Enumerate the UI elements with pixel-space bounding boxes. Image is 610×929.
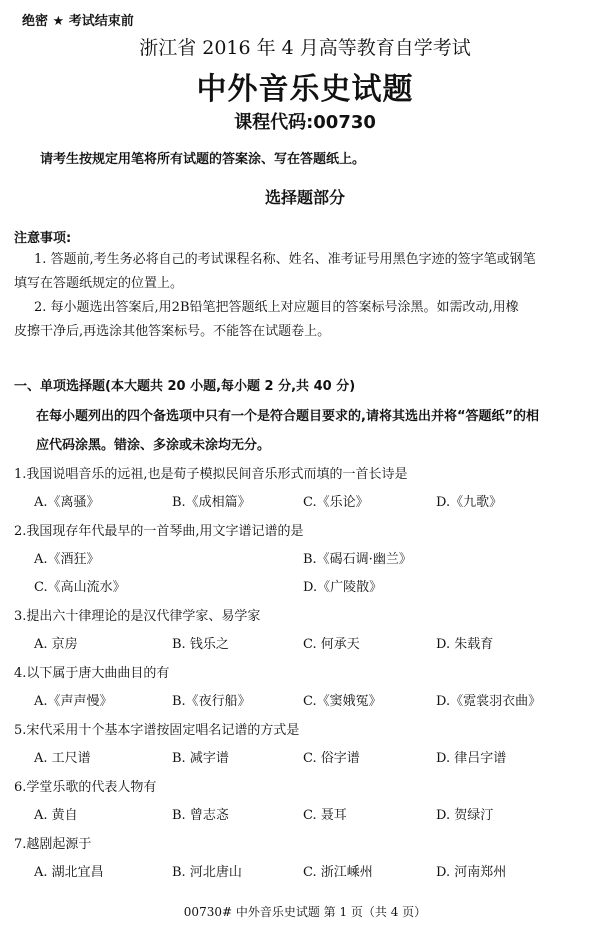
question-4-stem: 4.以下属于唐大曲曲目的有 [14, 666, 170, 681]
question-7-option-d: D. 河南郑州 [436, 865, 507, 880]
question-1-option-b: B.《成相篇》 [172, 495, 251, 510]
question-3-option-c: C. 何承天 [303, 637, 360, 652]
page-footer: 00730# 中外音乐史试题 第 1 页（共 4 页） [183, 905, 427, 919]
note-1-line-1: 1. 答题前,考生务必将自己的考试课程名称、姓名、准考证号用黑色字迹的签字笔或钢笔 [34, 252, 536, 267]
question-1-stem: 1.我国说唱音乐的远祖,也是荀子模拟民间音乐形式而填的一首长诗是 [14, 467, 408, 482]
note-2-line-2: 皮擦干净后,再选涂其他答案标号。不能答在试题卷上。 [14, 324, 331, 339]
course-code: 课程代码:00730 [234, 112, 376, 133]
question-7-option-a: A. 湖北宜昌 [34, 865, 104, 880]
question-6-stem: 6.学堂乐歌的代表人物有 [14, 780, 157, 795]
question-2-option-b: B.《碣石调·幽兰》 [303, 552, 412, 567]
question-5-option-c: C. 俗字谱 [303, 751, 360, 766]
question-4-option-b: B.《夜行船》 [172, 694, 251, 709]
question-4-option-d: D.《霓裳羽衣曲》 [436, 694, 542, 709]
note-2-line-1: 2. 每小题选出答案后,用2B铅笔把答题纸上对应题目的答案标号涂黑。如需改动,用橡 [34, 300, 519, 315]
part-title: 选择题部分 [264, 188, 345, 207]
question-2-option-a: A.《酒狂》 [34, 552, 100, 567]
secret-mark: 绝密 ★ 考试结束前 [22, 14, 134, 29]
question-7-option-b: B. 河北唐山 [172, 865, 242, 880]
question-5-option-b: B. 减字谱 [172, 751, 229, 766]
notes-heading: 注意事项: [14, 231, 72, 246]
question-7-option-c: C. 浙江嵊州 [303, 865, 373, 880]
question-6-option-d: D. 贺绿汀 [436, 808, 494, 823]
answer-instruction: 请考生按规定用笔将所有试题的答案涂、写在答题纸上。 [40, 152, 366, 167]
question-7-stem: 7.越剧起源于 [14, 837, 92, 852]
section-instruction-line-1: 在每小题列出的四个备选项中只有一个是符合题目要求的,请将其选出并将“答题纸”的相 [36, 409, 540, 424]
question-6-option-c: C. 聂耳 [303, 808, 347, 823]
question-2-stem: 2.我国现存年代最早的一首琴曲,用文字谱记谱的是 [14, 524, 304, 539]
question-3-option-a: A. 京房 [34, 637, 78, 652]
section-heading: 一、单项选择题(本大题共 20 小题,每小题 2 分,共 40 分) [14, 379, 356, 394]
question-3-stem: 3.提出六十律理论的是汉代律学家、易学家 [14, 609, 261, 624]
page-title: 中外音乐史试题 [196, 72, 414, 107]
question-6-option-b: B. 曾志忞 [172, 808, 229, 823]
section-instruction-line-2: 应代码涂黑。错涂、多涂或未涂均无分。 [36, 438, 271, 453]
question-5-option-a: A. 工尺谱 [34, 751, 91, 766]
exam-line: 浙江省 2016 年 4 月高等教育自学考试 [139, 37, 471, 59]
question-6-option-a: A. 黄自 [34, 808, 78, 823]
note-1-line-2: 填写在答题纸规定的位置上。 [14, 276, 184, 291]
question-2-option-d: D.《广陵散》 [303, 580, 383, 595]
question-5-stem: 5.宋代采用十个基本字谱按固定唱名记谱的方式是 [14, 723, 300, 738]
question-3-option-d: D. 朱载育 [436, 637, 494, 652]
question-1-option-a: A.《离骚》 [34, 495, 100, 510]
question-5-option-d: D. 律吕字谱 [436, 751, 507, 766]
question-4-option-c: C.《窦娥冤》 [303, 694, 382, 709]
question-1-option-c: C.《乐论》 [303, 495, 369, 510]
question-3-option-b: B. 钱乐之 [172, 637, 229, 652]
question-1-option-d: D.《九歌》 [436, 495, 503, 510]
question-4-option-a: A.《声声慢》 [34, 694, 113, 709]
question-2-option-c: C.《高山流水》 [34, 580, 126, 595]
